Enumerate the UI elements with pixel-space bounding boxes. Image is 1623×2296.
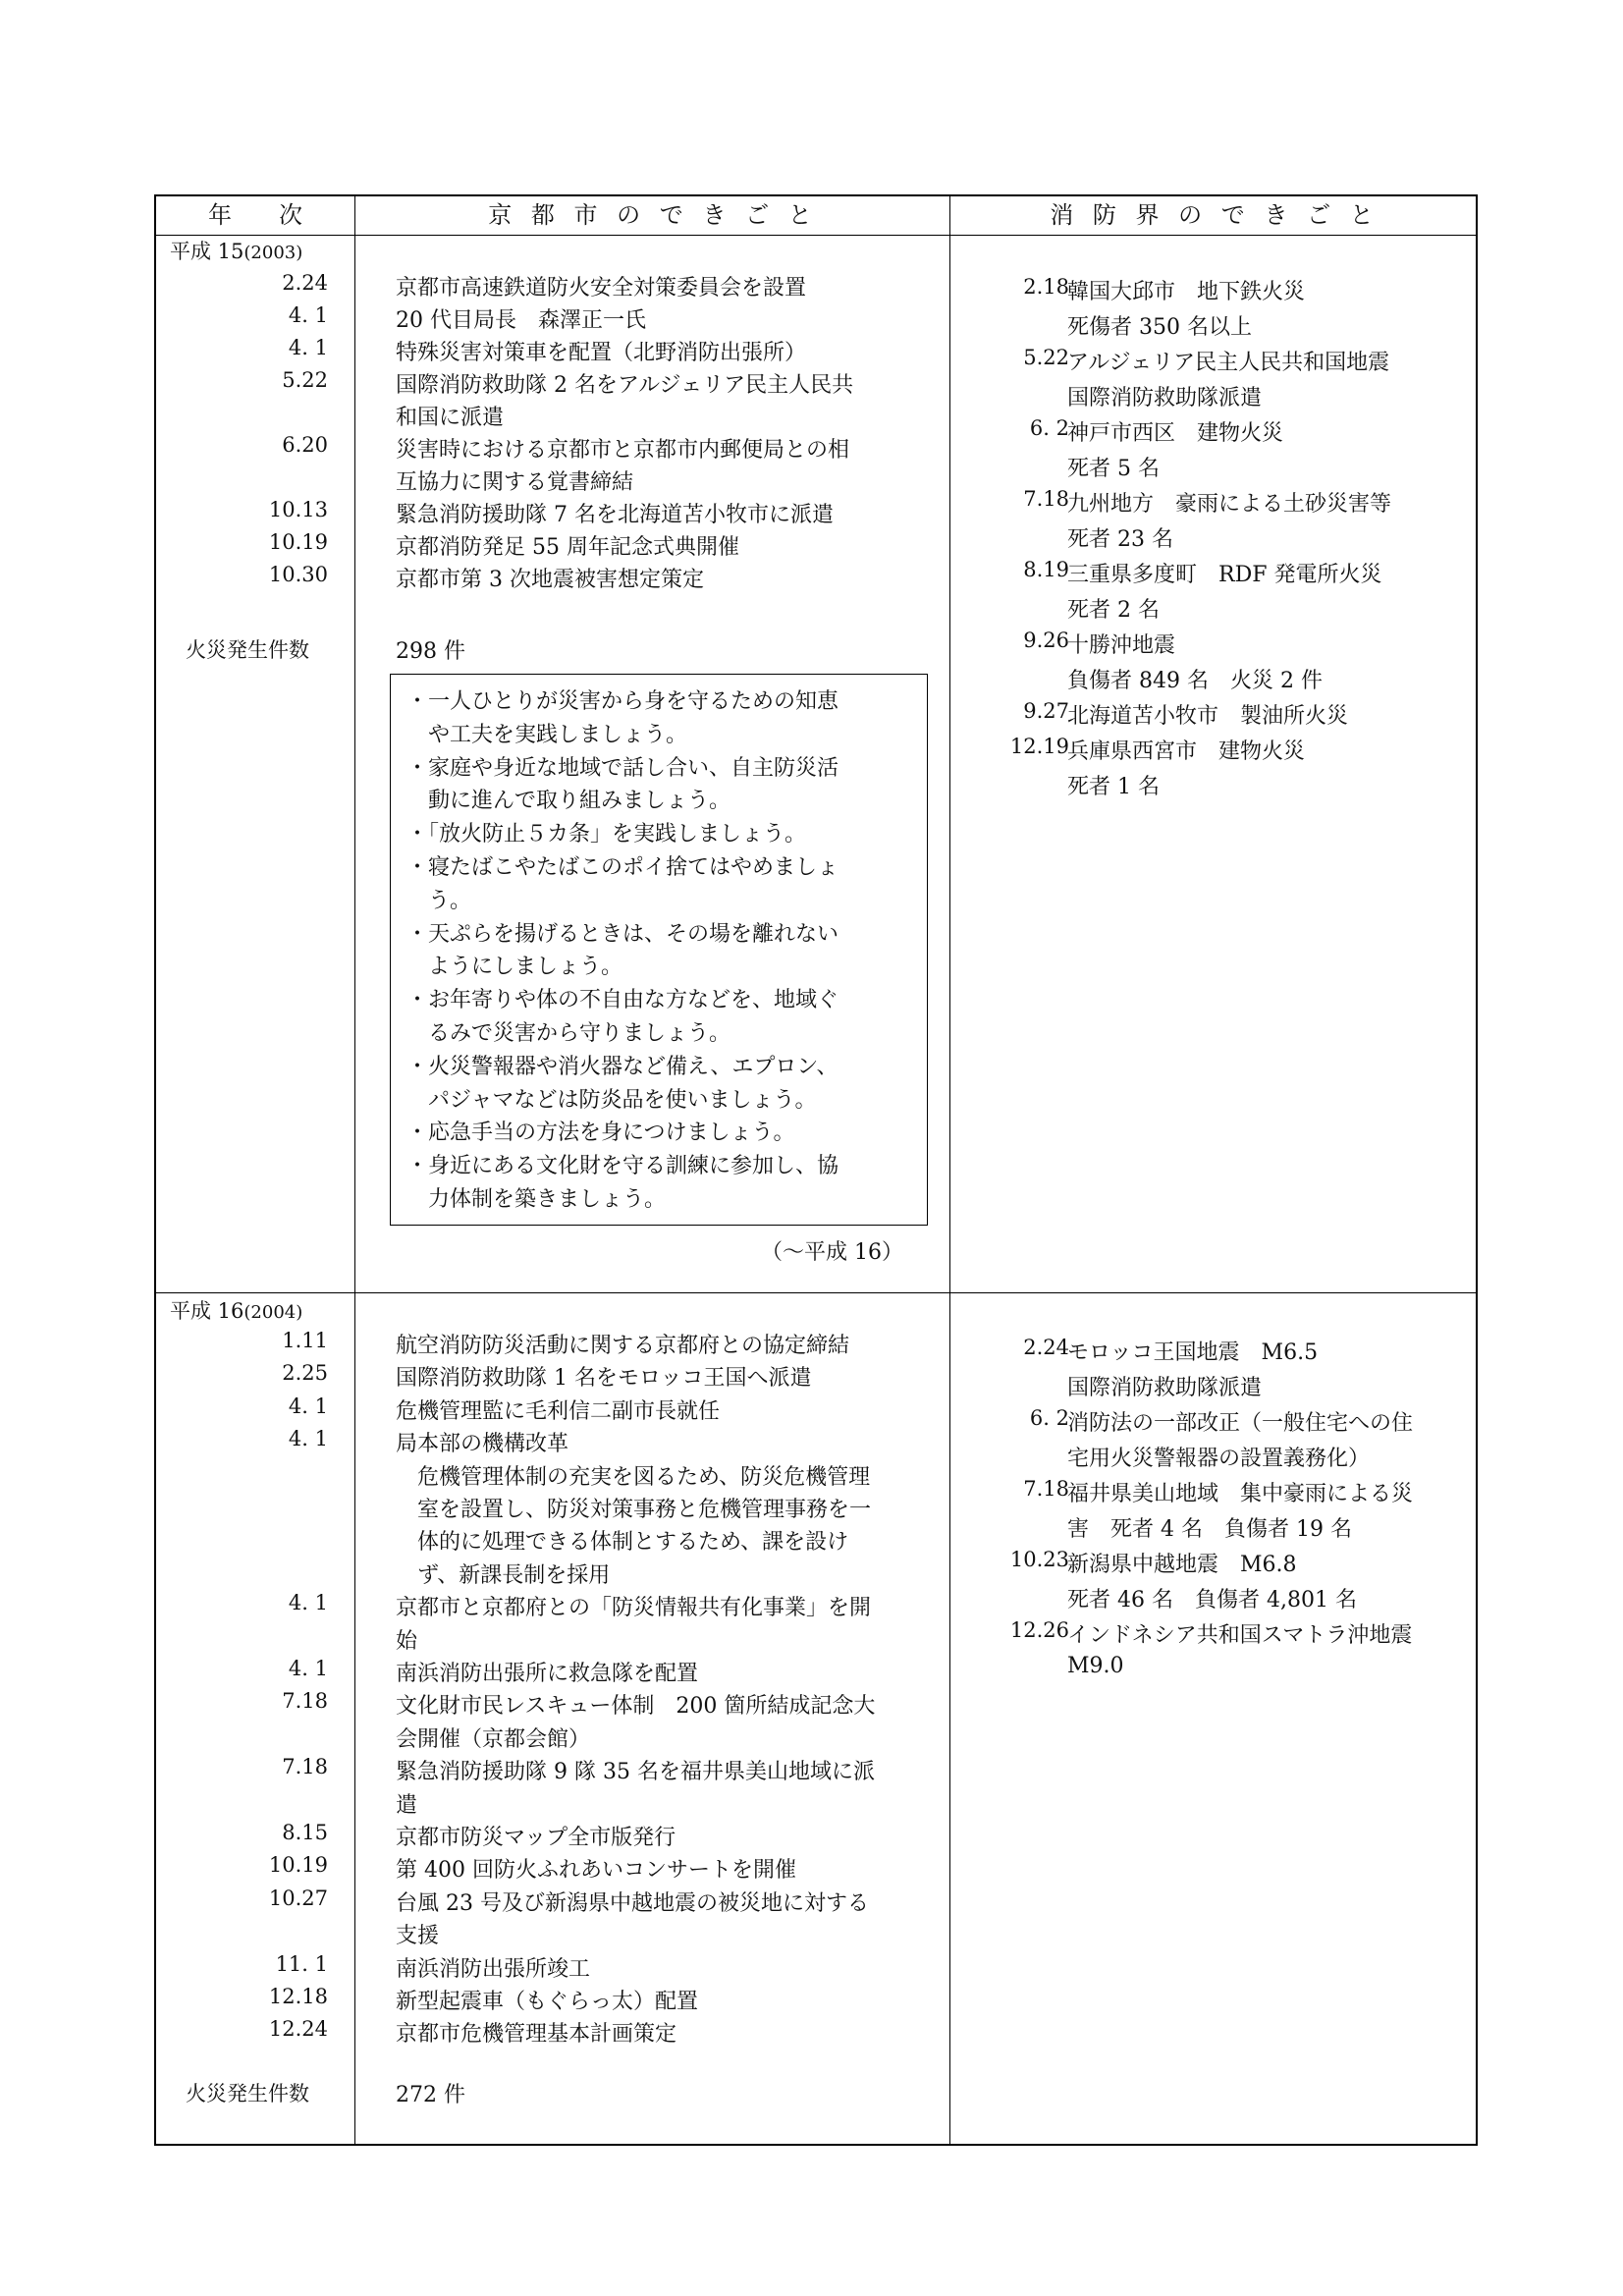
slogan-line: や工夫を実践しましょう。 — [406, 722, 688, 747]
event-date: 6.20 — [282, 433, 328, 457]
year-japanese: 平成 16 — [170, 1299, 244, 1323]
event-text: 京都市と京都府との「防災情報共有化事業」を開 — [396, 1596, 872, 1621]
slogan-line: ・一人ひとりが災害から身を守るための知恵 — [406, 689, 839, 714]
event-text: 台風 23 号及び新潟県中越地震の被災地に対する — [396, 1890, 869, 1916]
event-text: 局本部の機構改革 — [396, 1432, 569, 1457]
event-text: 第 400 回防火ふれあいコンサートを開催 — [396, 1858, 796, 1884]
event-text: 新型起震車（もぐらっ太）配置 — [396, 1990, 699, 2014]
event-text: 体的に処理できる体制とするため、課を設け — [396, 1530, 849, 1556]
event-date: 5.22 — [282, 368, 328, 392]
slogan-line: ・「放火防止５カ条」を実践しましょう。 — [406, 822, 807, 847]
event-text: 国際消防救助隊派遣 — [1067, 386, 1263, 410]
history-table — [154, 194, 1478, 2146]
year-western: (2004) — [243, 1302, 303, 1323]
event-text: 死者 23 名 — [1067, 527, 1173, 552]
event-text: 京都市高速鉄道防火安全対策委員会を設置 — [396, 276, 807, 301]
event-text: インドネシア共和国スマトラ沖地震 — [1067, 1623, 1413, 1648]
event-text: ず、新課長制を採用 — [396, 1562, 611, 1588]
event-text: 北海道苫小牧市 製油所火災 — [1067, 704, 1349, 729]
year-heading — [170, 1296, 302, 1328]
event-date: 7.18 — [282, 1689, 328, 1714]
event-date: 12.24 — [268, 2017, 328, 2042]
event-date: 4. 1 — [288, 336, 328, 359]
fire-count: 272 件 — [396, 2083, 465, 2107]
event-text: 室を設置し、防災対策事務と危機管理事務を一 — [396, 1498, 872, 1522]
event-text: M9.0 — [1067, 1654, 1124, 1678]
header-divider — [156, 235, 1476, 236]
event-text: 文化財市民レスキュー体制 200 箇所結成記念大 — [396, 1694, 876, 1720]
event-date: 9.27 — [1023, 699, 1069, 723]
event-text: 福井県美山地域 集中豪雨による災 — [1067, 1482, 1414, 1506]
event-text: 危機管理監に毛利信二副市長就任 — [396, 1398, 721, 1424]
slogan-line: う。 — [406, 888, 472, 913]
event-date: 10.19 — [268, 530, 328, 554]
event-text: 死者 5 名 — [1067, 457, 1160, 481]
event-text: 会開催（京都会館） — [396, 1726, 591, 1752]
header-fire-events: 消 防 界 の で き ご と — [1050, 201, 1380, 229]
event-date: 4. 1 — [288, 303, 328, 327]
event-text: 互協力に関する覚書締結 — [396, 470, 634, 495]
event-text: 死者 2 名 — [1067, 598, 1160, 623]
event-date: 4. 1 — [288, 1427, 328, 1451]
fire-count-label: 火災発生件数 — [186, 638, 309, 662]
event-date: 7.18 — [1023, 487, 1069, 511]
event-text: 京都消防発足 55 周年記念式典開催 — [396, 535, 739, 560]
event-date: 7.18 — [1023, 1477, 1069, 1501]
event-text: 危機管理体制の充実を図るため、防災危機管理 — [396, 1464, 871, 1490]
event-date: 12.26 — [1009, 1618, 1069, 1642]
event-text: 消防法の一部改正（一般住宅への住 — [1067, 1411, 1414, 1436]
event-text: 国際消防救助隊 1 名をモロッコ王国へ派遣 — [396, 1366, 812, 1392]
slogan-line: ・火災警報器や消火器など備え、エプロン、 — [406, 1054, 839, 1079]
event-text: 航空消防防災活動に関する京都府との協定締結 — [396, 1334, 850, 1358]
event-text: 特殊災害対策車を配置（北野消防出張所） — [396, 341, 807, 365]
event-date: 6. 2 — [1029, 416, 1069, 440]
slogan-line: ・お年寄りや体の不自由な方などを、地域ぐ — [406, 988, 839, 1013]
event-date: 12.19 — [1009, 735, 1069, 758]
event-text: 南浜消防出張所竣工 — [396, 1956, 591, 1982]
slogan-line: 力体制を築きましょう。 — [406, 1187, 667, 1212]
event-text: 神戸市西区 建物火災 — [1067, 421, 1284, 446]
event-text: 国際消防救助隊 2 名をアルジェリア民主人民共 — [396, 373, 854, 398]
event-text: 宅用火災警報器の設置義務化） — [1067, 1447, 1371, 1471]
event-date: 11. 1 — [275, 1951, 328, 1976]
event-date: 4. 1 — [288, 1394, 328, 1418]
event-text: 緊急消防援助隊 9 隊 35 名を福井県美山地域に派 — [396, 1760, 875, 1785]
slogan-line: 動に進んで取り組みましょう。 — [406, 789, 731, 814]
event-date: 6. 2 — [1029, 1406, 1069, 1430]
header-year: 年 次 — [208, 201, 302, 229]
event-date: 12.18 — [268, 1985, 328, 2008]
event-date: 2.24 — [1023, 1336, 1069, 1359]
event-text: 京都市第 3 次地震被害想定策定 — [396, 568, 704, 592]
event-date: 10.13 — [268, 498, 328, 521]
event-text: 遣 — [396, 1792, 418, 1818]
event-text: 始 — [396, 1628, 418, 1654]
event-date: 5.22 — [1023, 346, 1069, 369]
row-divider — [156, 1292, 1476, 1293]
event-date: 1.11 — [282, 1329, 328, 1352]
event-text: 十勝沖地震 — [1067, 633, 1176, 658]
event-date: 8.15 — [282, 1821, 328, 1844]
slogan-line: るみで災害から守りましょう。 — [406, 1021, 731, 1046]
event-date: 4. 1 — [288, 1591, 328, 1615]
event-text: 緊急消防援助隊 7 名を北海道苫小牧市に派遣 — [396, 503, 834, 527]
slogan-line: ・応急手当の方法を身につけましょう。 — [406, 1121, 795, 1146]
event-text: 死者 46 名 負傷者 4,801 名 — [1067, 1588, 1357, 1613]
header-city-events: 京 都 市 の で き ご と — [488, 201, 818, 229]
event-date: 8.19 — [1023, 558, 1069, 581]
fire-count-label: 火災発生件数 — [186, 2082, 309, 2105]
slogan-line: パジャマなどは防炎品を使いましょう。 — [406, 1087, 817, 1113]
slogan-line: ・寝たばこやたばこのポイ捨てはやめましょ — [406, 855, 839, 880]
column-divider — [354, 196, 355, 2144]
event-date: 4. 1 — [288, 1657, 328, 1680]
event-text: 三重県多度町 RDF 発電所火災 — [1067, 563, 1382, 587]
slogan-line: ようにしましょう。 — [406, 955, 623, 980]
event-date: 10.27 — [268, 1886, 328, 1910]
event-text: 兵庫県西宮市 建物火災 — [1067, 739, 1306, 764]
slogan-box — [390, 674, 928, 1226]
event-date: 9.26 — [1023, 629, 1069, 652]
event-text: 20 代目局長 森澤正一氏 — [396, 308, 646, 333]
event-text: 韓国大邱市 地下鉄火災 — [1067, 280, 1306, 304]
event-text: 九州地方 豪雨による土砂災害等 — [1067, 492, 1392, 517]
event-text: 害 死者 4 名 負傷者 19 名 — [1067, 1517, 1352, 1542]
year-japanese: 平成 15 — [170, 240, 244, 263]
column-divider — [949, 196, 950, 2144]
event-text: 死傷者 350 名以上 — [1067, 315, 1252, 340]
event-text: 南浜消防出張所に救急隊を配置 — [396, 1662, 699, 1686]
event-text: 新潟県中越地震 M6.8 — [1067, 1553, 1297, 1577]
slogan-line: ・家庭や身近な地域で話し合い、自主防災活 — [406, 755, 839, 781]
event-text: モロッコ王国地震 M6.5 — [1067, 1340, 1319, 1365]
event-text: 京都市防災マップ全市版発行 — [396, 1826, 676, 1850]
event-text: 和国に派遣 — [396, 406, 505, 430]
event-date: 2.25 — [282, 1361, 328, 1386]
event-date: 2.24 — [282, 271, 328, 295]
slogan-note: （～平成 16） — [761, 1240, 903, 1265]
slogan-line: ・天ぷらを揚げるときは、その場を離れない — [406, 921, 839, 947]
event-text: 国際消防救助隊派遣 — [1067, 1376, 1263, 1400]
event-text: アルジェリア民主人民共和国地震 — [1067, 351, 1390, 375]
event-text: 災害時における京都市と京都市内郵便局との相 — [396, 438, 850, 463]
event-text: 死者 1 名 — [1067, 775, 1160, 799]
event-text: 支援 — [396, 1924, 440, 1949]
event-text: 負傷者 849 名 火災 2 件 — [1067, 669, 1323, 693]
event-date: 2.18 — [1023, 275, 1069, 299]
event-date: 10.30 — [268, 563, 328, 586]
slogan-line: ・身近にある文化財を守る訓練に参加し、協 — [406, 1154, 839, 1179]
event-text: 京都市危機管理基本計画策定 — [396, 2022, 677, 2048]
event-date: 10.23 — [1009, 1548, 1069, 1571]
event-date: 10.19 — [268, 1853, 328, 1878]
event-date: 7.18 — [282, 1755, 328, 1779]
fire-count: 298 件 — [396, 639, 465, 664]
year-western: (2003) — [243, 243, 303, 263]
year-heading — [170, 237, 302, 268]
